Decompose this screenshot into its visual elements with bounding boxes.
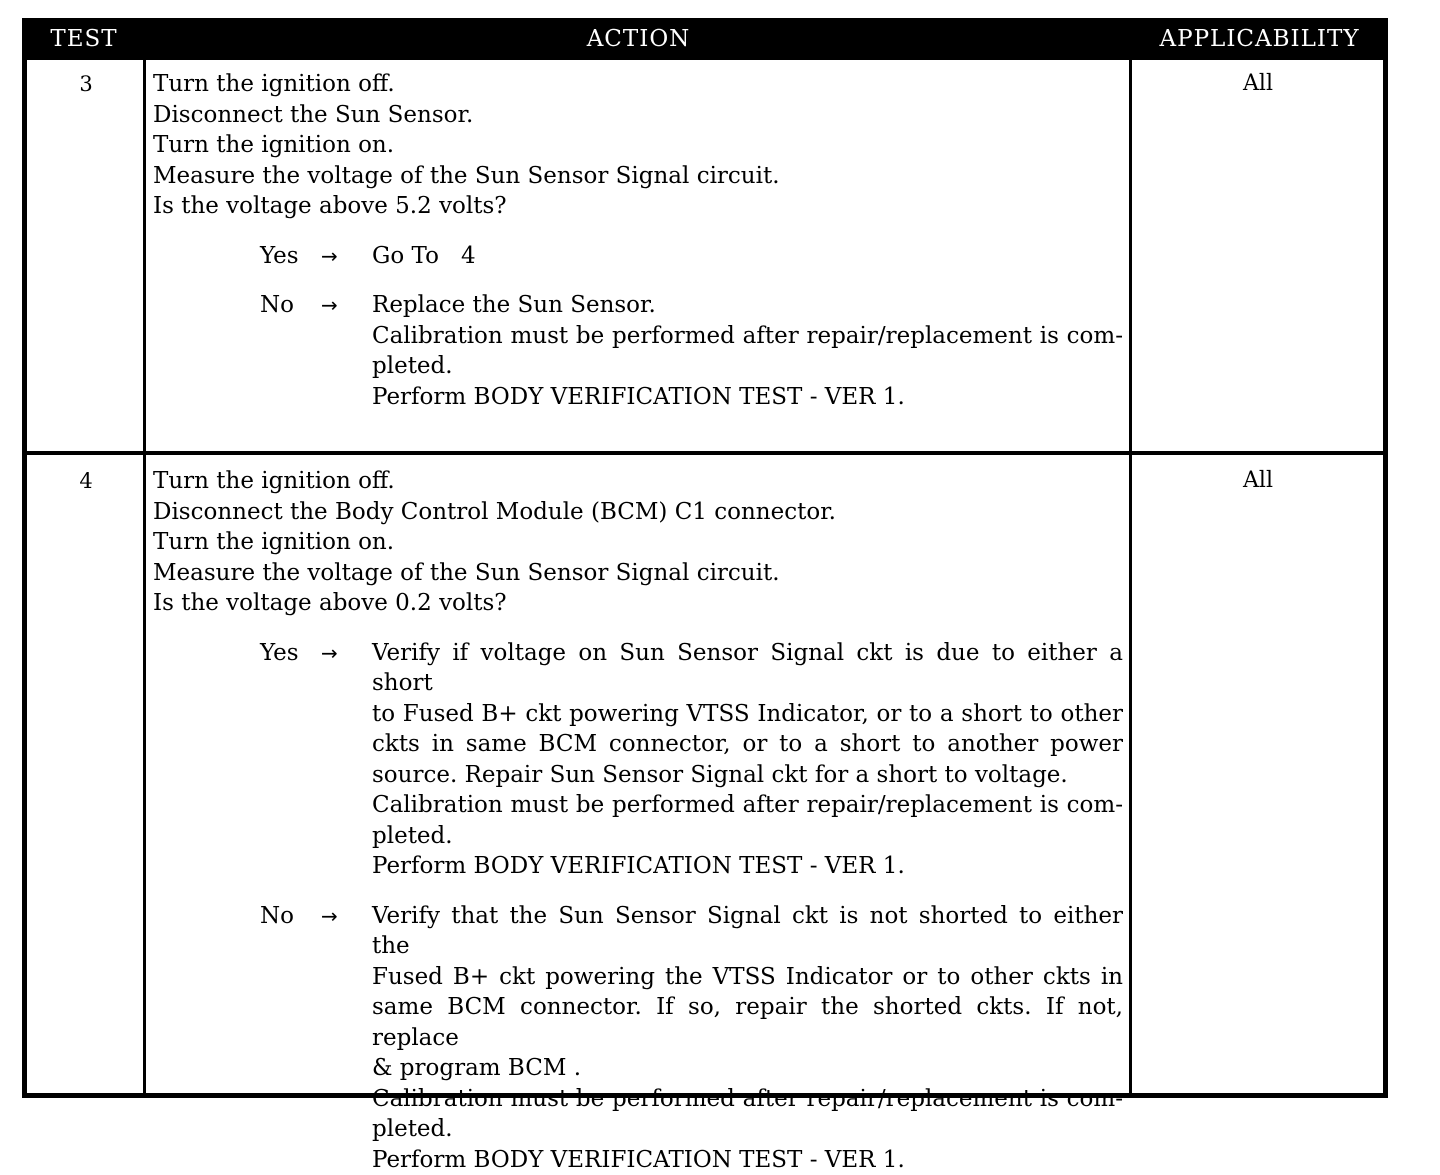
no-result xyxy=(372,901,1123,1175)
header-applicability: APPLICABILITY xyxy=(1131,18,1388,60)
result-line: Perform BODY VERIFICATION TEST - VER 1. xyxy=(372,382,1123,413)
action-step: Measure the voltage of the Sun Sensor Signal circuit. xyxy=(153,558,1123,589)
yes-label: Yes xyxy=(260,638,299,669)
yes-result xyxy=(372,241,1123,272)
column-divider xyxy=(143,60,146,1096)
result-line: Calibration must be performed after repair/replacement is com- xyxy=(372,1084,1123,1115)
result-line: Calibration must be performed after repair/replacement is com- xyxy=(372,321,1123,352)
no-outcome xyxy=(153,901,1123,1175)
applicability-value: All xyxy=(1134,466,1382,497)
result-line: Verify that the Sun Sensor Signal ckt is not shorted to either the xyxy=(372,901,1123,962)
applicability-value: All xyxy=(1134,69,1382,100)
goto-instruction xyxy=(372,241,1123,272)
header-action: ACTION xyxy=(146,18,1131,60)
result-line: pleted. xyxy=(372,351,1123,382)
test-number: 4 xyxy=(27,466,145,497)
action-step: Turn the ignition on. xyxy=(153,130,1123,161)
action-step: Is the voltage above 5.2 volts? xyxy=(153,191,1123,222)
goto-label: Go To xyxy=(372,243,439,269)
column-divider xyxy=(1129,60,1132,1096)
no-result xyxy=(372,290,1123,412)
action-cell xyxy=(153,69,1123,412)
action-step: Disconnect the Sun Sensor. xyxy=(153,100,1123,131)
right-arrow-icon: → xyxy=(321,290,338,321)
result-line: pleted. xyxy=(372,1114,1123,1145)
no-outcome xyxy=(153,290,1123,412)
right-arrow-icon: → xyxy=(321,241,338,272)
action-cell xyxy=(153,466,1123,1175)
result-line: ckts in same BCM connector, or to a short to another power xyxy=(372,729,1123,760)
yes-result xyxy=(372,638,1123,882)
action-step: Measure the voltage of the Sun Sensor Signal circuit. xyxy=(153,161,1123,192)
result-line: Replace the Sun Sensor. xyxy=(372,290,1123,321)
action-step: Turn the ignition off. xyxy=(153,466,1123,497)
result-line: Calibration must be performed after repair/replacement is com- xyxy=(372,790,1123,821)
header-test: TEST xyxy=(22,18,146,60)
goto-target: 4 xyxy=(461,243,476,269)
result-line: Verify if voltage on Sun Sensor Signal ckt is due to either a short xyxy=(372,638,1123,699)
result-line: Fused B+ ckt powering the VTSS Indicator or to other ckts in xyxy=(372,962,1123,993)
action-step: Turn the ignition on. xyxy=(153,527,1123,558)
result-line: Perform BODY VERIFICATION TEST - VER 1. xyxy=(372,851,1123,882)
no-label: No xyxy=(260,901,294,932)
result-line: to Fused B+ ckt powering VTSS Indicator, or to a short to other xyxy=(372,699,1123,730)
test-number: 3 xyxy=(27,69,145,100)
action-step: Is the voltage above 0.2 volts? xyxy=(153,588,1123,619)
result-line: source. Repair Sun Sensor Signal ckt for a short to voltage. xyxy=(372,760,1123,791)
right-arrow-icon: → xyxy=(321,638,338,669)
result-line: pleted. xyxy=(372,821,1123,852)
yes-label: Yes xyxy=(260,241,299,272)
result-line: & program BCM . xyxy=(372,1053,1123,1084)
no-label: No xyxy=(260,290,294,321)
yes-outcome xyxy=(153,638,1123,882)
result-line: Perform BODY VERIFICATION TEST - VER 1. xyxy=(372,1145,1123,1175)
result-line: same BCM connector. If so, repair the shorted ckts. If not, replace xyxy=(372,992,1123,1053)
row-divider xyxy=(22,451,1388,455)
action-step: Disconnect the Body Control Module (BCM) C1 connector. xyxy=(153,497,1123,528)
action-step: Turn the ignition off. xyxy=(153,69,1123,100)
yes-outcome xyxy=(153,241,1123,272)
right-arrow-icon: → xyxy=(321,901,338,932)
